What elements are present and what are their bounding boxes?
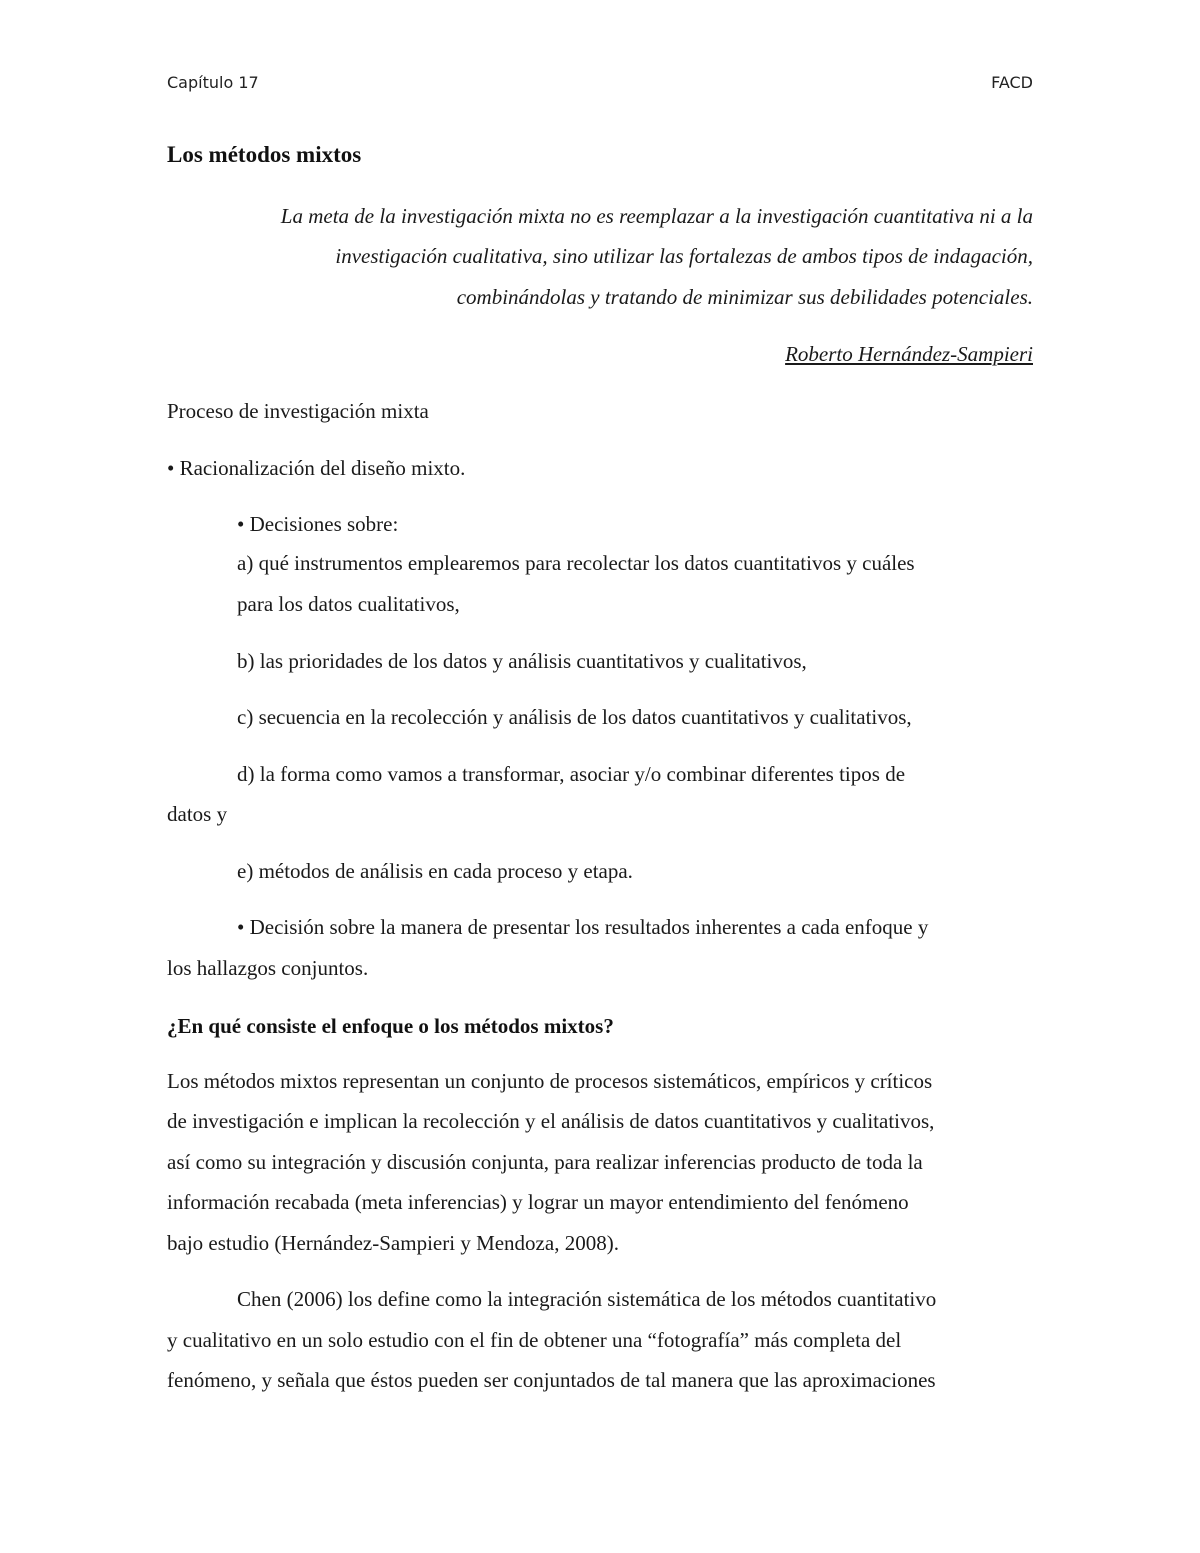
- item-d-line-1: d) la forma como vamos a transformar, asociar y/o combinar diferentes tipos de: [237, 762, 906, 786]
- process-heading: Proceso de investigación mixta: [167, 399, 429, 423]
- paragraph-2-line-2: y cualitativo en un solo estudio con el fin de obtener una “fotografía” más completa del: [167, 1328, 902, 1352]
- item-c: c) secuencia en la recolección y análisis de los datos cuantitativos y cualitativos,: [237, 705, 912, 729]
- paragraph-2-line-1: Chen (2006) los define como la integración sistemática de los métodos cuantitativo: [237, 1287, 937, 1311]
- item-a-line-1: a) qué instrumentos emplearemos para recolectar los datos cuantitativos y cuáles: [237, 551, 915, 575]
- epigraph-line-1: La meta de la investigación mixta no es reemplazar a la investigación cuantitativa ni a la: [280, 204, 1033, 228]
- paragraph-1-line-1: Los métodos mixtos representan un conjunto de procesos sistemáticos, empíricos y críticos: [167, 1069, 933, 1093]
- item-b: b) las prioridades de los datos y análisis cuantitativos y cualitativos,: [237, 649, 807, 673]
- bullet-decisions: • Decisiones sobre:: [237, 512, 399, 536]
- bullet-rationalization: • Racionalización del diseño mixto.: [167, 456, 466, 480]
- epigraph-line-3: combinándolas y tratando de minimizar sus debilidades potenciales.: [456, 285, 1033, 309]
- paragraph-1-line-3: así como su integración y discusión conjunta, para realizar inferencias producto de toda la: [167, 1150, 923, 1174]
- section-heading: ¿En qué consiste el enfoque o los métodos mixtos?: [167, 1014, 614, 1038]
- paragraph-1-line-2: de investigación e implican la recolección y el análisis de datos cuantitativos y cualitativos,: [167, 1109, 935, 1133]
- bullet-presentation-line-1: • Decisión sobre la manera de presentar los resultados inherentes a cada enfoque y: [237, 915, 929, 939]
- item-a-line-2: para los datos cualitativos,: [237, 592, 460, 616]
- item-d-line-2: datos y: [167, 802, 228, 826]
- running-header: [167, 73, 1033, 97]
- epigraph-line-2: investigación cualitativa, sino utilizar las fortalezas de ambos tipos de indagación,: [335, 244, 1033, 268]
- item-e: e) métodos de análisis en cada proceso y etapa.: [237, 859, 633, 883]
- paragraph-2-line-3: fenómeno, y señala que éstos pueden ser conjuntados de tal manera que las aproximaciones: [167, 1368, 936, 1392]
- epigraph-author: Roberto Hernández-Sampieri: [785, 342, 1033, 366]
- bullet-presentation-line-2: los hallazgos conjuntos.: [167, 956, 369, 980]
- paragraph-1-line-4: información recabada (meta inferencias) y lograr un mayor entendimiento del fenómeno: [167, 1190, 909, 1214]
- paragraph-1-line-5: bajo estudio (Hernández-Sampieri y Mendoza, 2008).: [167, 1231, 619, 1255]
- header-chapter: Capítulo 17: [167, 73, 259, 92]
- page-title: Los métodos mixtos: [167, 142, 362, 167]
- header-label: FACD: [991, 73, 1033, 92]
